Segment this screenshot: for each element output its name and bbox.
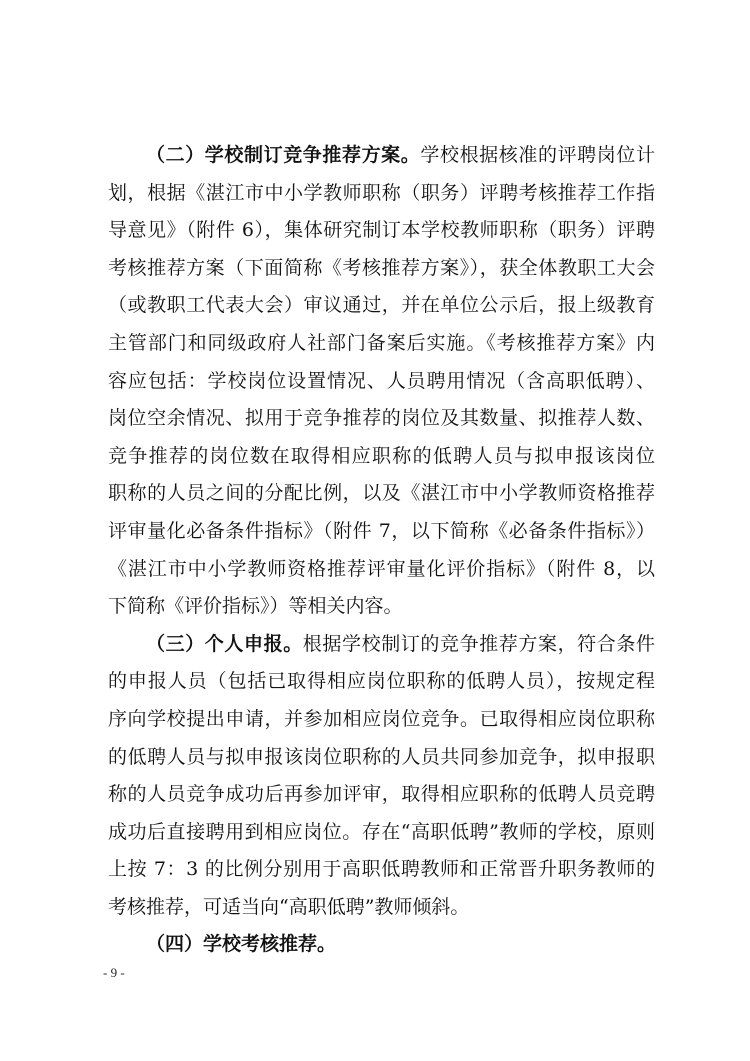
paragraph-line: 评审量化必备条件指标》（附件 7，以下简称《必备条件指标》）	[108, 519, 655, 542]
section2-first-line	[108, 137, 655, 175]
paragraph-line: 称的人员竞争成功后再参加评审，取得相应职称的低聘人员竞聘	[108, 783, 655, 806]
paragraph-line: 《湛江市中小学教师资格推荐评审量化评价指标》（附件 8，以	[108, 557, 655, 580]
paragraph-line: 的低聘人员与拟申报该岗位职称的人员共同参加竞争，拟申报职	[108, 745, 655, 768]
paragraph-line: 主管部门和同级政府人社部门备案后实施。《考核推荐方案》内	[108, 331, 655, 354]
section3-heading: （三）个人申报。	[146, 632, 303, 655]
paragraph-line: 划，根据《湛江市中小学教师职称（职务）评聘考核推荐工作指	[108, 181, 655, 204]
paragraph-line: 导意见》（附件 6），集体研究制订本学校教师职称（职务）评聘	[108, 219, 655, 242]
section2-heading: （二）学校制订竞争推荐方案。	[146, 144, 421, 166]
paragraph-line: 考核推荐，可适当向“高职低聘”教师倾斜。	[108, 895, 470, 918]
section3-first-line	[108, 626, 655, 664]
paragraph-line: 下简称《评价指标》）等相关内容。	[108, 595, 403, 618]
paragraph-line: 考核推荐方案（下面简称《考核推荐方案》），获全体教职工大会	[108, 256, 655, 279]
paragraph-line: 容应包括：学校岗位设置情况、人员聘用情况（含高职低聘）、	[108, 369, 655, 392]
paragraph-line: 竞争推荐的岗位数在取得相应职称的低聘人员与拟申报该岗位	[108, 444, 655, 467]
paragraph-line: 职称的人员之间的分配比例，以及《湛江市中小学教师资格推荐	[108, 482, 655, 505]
page-number: - 9 -	[103, 965, 125, 980]
section3-text: 根据学校制订的竞争推荐方案，符合条件	[302, 632, 655, 655]
paragraph-line: 的申报人员（包括已取得相应岗位职称的低聘人员），按规定程	[108, 670, 655, 693]
section4-heading: （四）学校考核推荐。	[146, 933, 337, 956]
section4-line	[108, 926, 655, 964]
paragraph-line: 序向学校提出申请，并参加相应岗位竞争。已取得相应岗位职称	[108, 707, 655, 730]
paragraph-line: 岗位空余情况、拟用于竞争推荐的岗位及其数量、拟推荐人数、	[108, 407, 655, 430]
paragraph-line: 成功后直接聘用到相应岗位。存在“高职低聘”教师的学校，原则	[108, 820, 655, 843]
paragraph-line: 上按 7：3 的比例分别用于高职低聘教师和正常晋升职务教师的	[108, 858, 655, 881]
paragraph-line: （或教职工代表大会）审议通过，并在单位公示后，报上级教育	[108, 294, 655, 317]
section2-text: 学校根据核准的评聘岗位计	[420, 144, 655, 166]
document-body	[108, 137, 655, 964]
